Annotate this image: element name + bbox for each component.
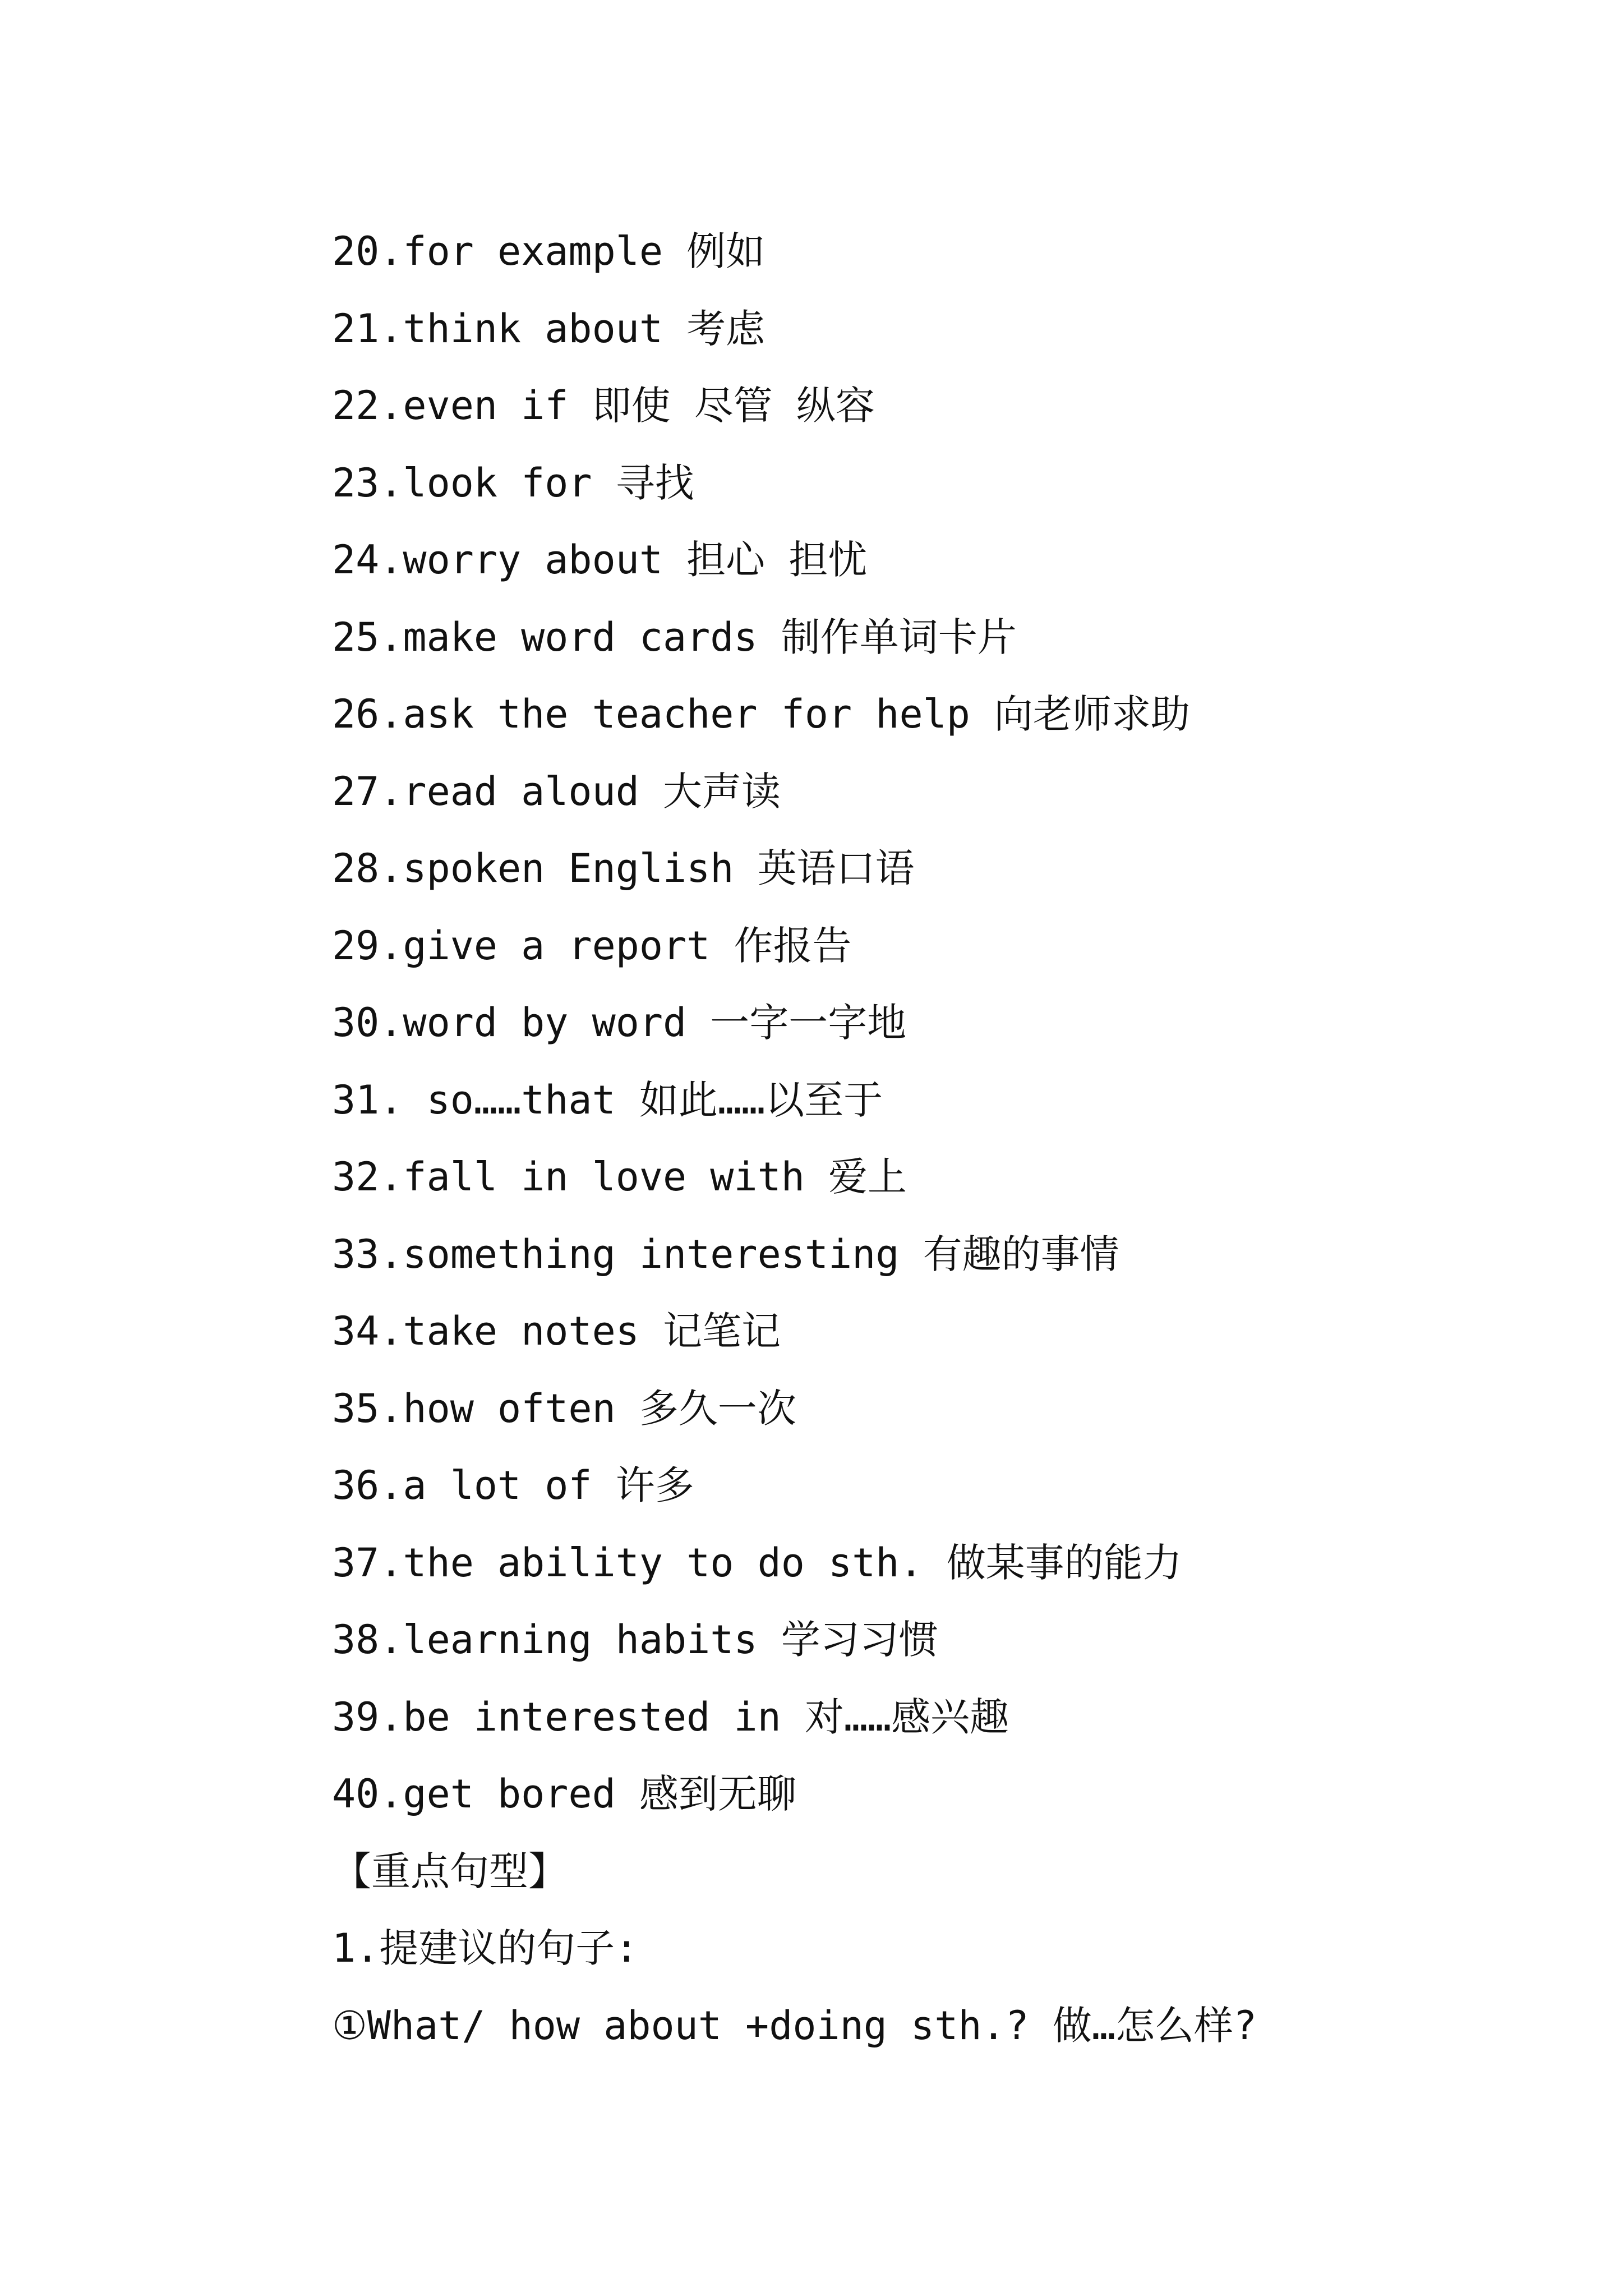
phrase-line: 26.ask the teacher for help 向老师求助 bbox=[332, 691, 1191, 737]
phrase-line: 31. so……that 如此……以至于 bbox=[332, 1076, 883, 1123]
subheading: 1.提建议的句子: bbox=[332, 1925, 639, 1971]
phrase-line: 25.make word cards 制作单词卡片 bbox=[332, 614, 1017, 660]
phrase-line: 21.think about 考虑 bbox=[332, 305, 766, 352]
phrase-line: 38.learning habits 学习习惯 bbox=[332, 1617, 938, 1663]
phrase-line: 24.worry about 担心 担忧 bbox=[332, 537, 868, 583]
example-sentence: ①What/ how about +doing sth.? 做…怎么样? bbox=[332, 2002, 1257, 2049]
section-heading: 【重点句型】 bbox=[332, 1848, 568, 1894]
phrase-line: 34.take notes 记笔记 bbox=[332, 1308, 781, 1354]
phrase-line: 32.fall in love with 爱上 bbox=[332, 1154, 907, 1200]
phrase-line: 20.for example 例如 bbox=[332, 228, 766, 274]
phrase-line: 36.a lot of 许多 bbox=[332, 1462, 694, 1508]
phrase-line: 37.the ability to do sth. 做某事的能力 bbox=[332, 1539, 1182, 1586]
phrase-line: 35.how often 多久一次 bbox=[332, 1385, 796, 1432]
phrase-line: 28.spoken English 英语口语 bbox=[332, 845, 915, 891]
document-content bbox=[332, 213, 1510, 2064]
phrase-line: 30.word by word 一字一字地 bbox=[332, 1000, 907, 1046]
phrase-line: 40.get bored 感到无聊 bbox=[332, 1771, 796, 1817]
phrase-line: 29.give a report 作报告 bbox=[332, 922, 852, 969]
phrase-line: 33.something interesting 有趣的事情 bbox=[332, 1231, 1119, 1277]
phrase-line: 22.even if 即使 尽管 纵容 bbox=[332, 383, 875, 429]
phrase-line: 23.look for 寻找 bbox=[332, 459, 694, 506]
phrase-line: 27.read aloud 大声读 bbox=[332, 768, 781, 815]
phrase-line: 39.be interested in 对……感兴趣 bbox=[332, 1694, 1009, 1740]
